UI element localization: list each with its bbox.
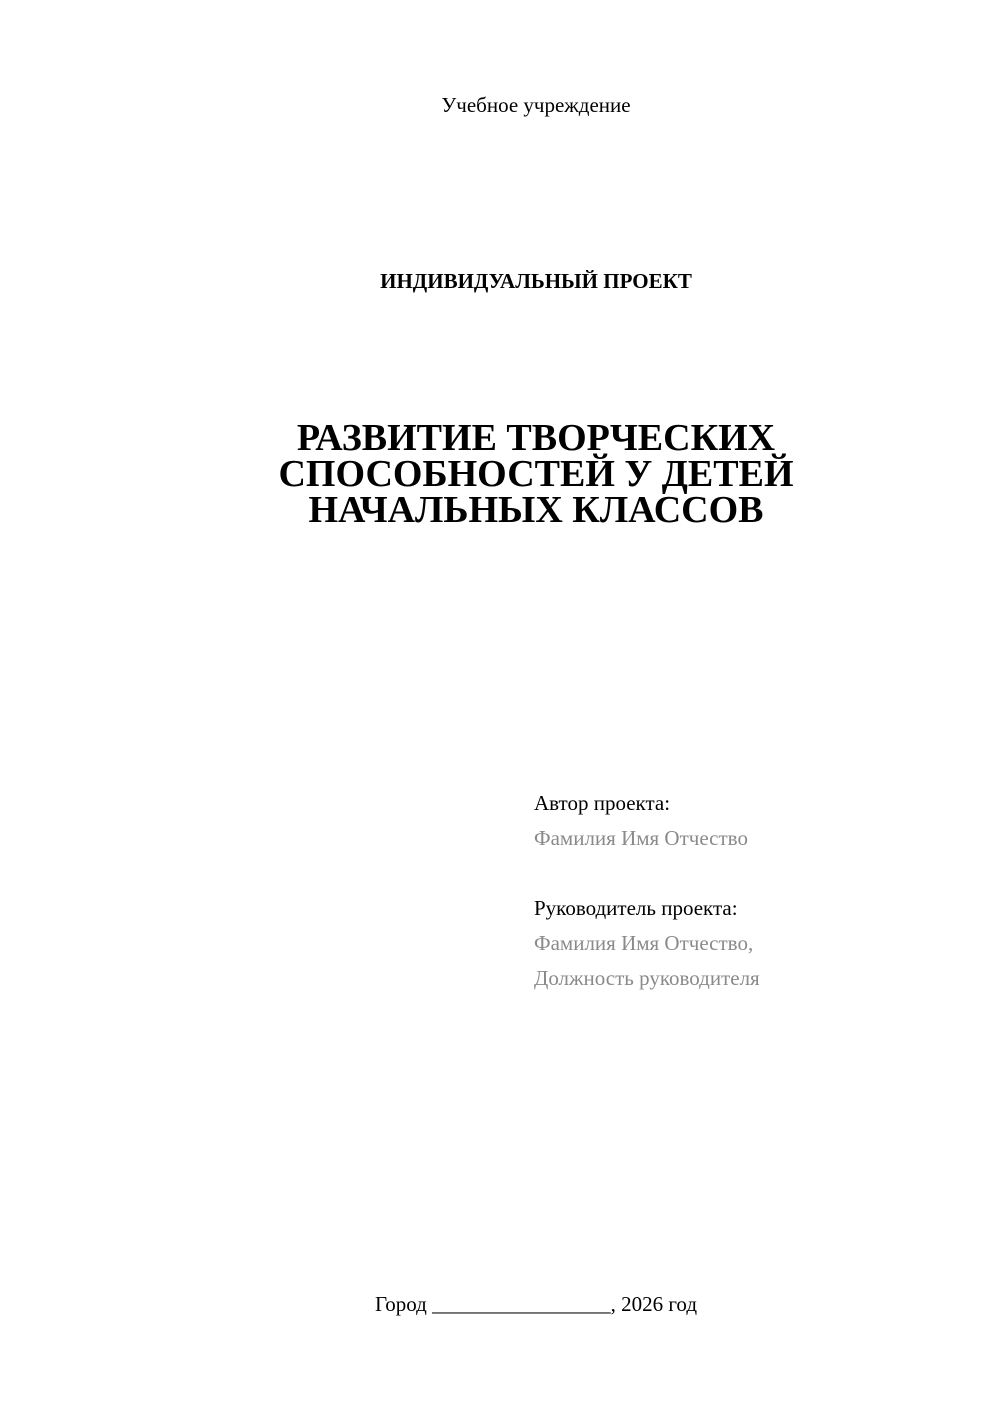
institution-name: Учебное учреждение [441,93,631,117]
project-title [0,417,1000,531]
document-type: ИНДИВИДУАЛЬНЫЙ ПРОЕКТ [380,269,692,293]
city-year-footer: Город _________________, 2026 год [374,1292,698,1316]
project-title-line: СПОСОБНОСТЕЙ У ДЕТЕЙ [278,453,794,495]
project-title-line: НАЧАЛЬНЫХ КЛАССОВ [308,489,764,531]
supervisor-position: Должность руководителя [534,966,760,990]
supervisor-label: Руководитель проекта: [534,896,738,920]
author-label: Автор проекта: [534,791,671,815]
author-block [534,786,974,856]
supervisor-name: Фамилия Имя Отчество, [534,931,754,955]
author-name: Фамилия Имя Отчество [534,826,748,850]
supervisor-block [534,891,974,996]
project-title-line: РАЗВИТИЕ ТВОРЧЕСКИХ [296,417,776,459]
